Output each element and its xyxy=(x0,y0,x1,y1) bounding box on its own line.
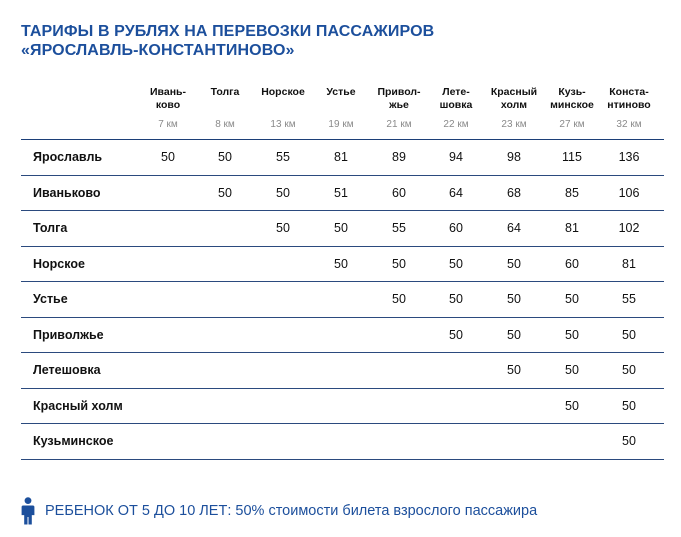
column-name: Конста- нтиново xyxy=(607,86,651,111)
table-body xyxy=(21,140,664,460)
fare-cell: 50 xyxy=(507,256,521,271)
table-row xyxy=(21,389,664,425)
title-line-2: «ЯРОСЛАВЛЬ-КОНСТАНТИНОВО» xyxy=(21,42,295,59)
column-name: Ивань- ково xyxy=(150,86,186,111)
fare-cell: 50 xyxy=(565,398,579,413)
column-header xyxy=(368,86,430,132)
table-row xyxy=(21,176,664,212)
table-row xyxy=(21,353,664,389)
column-name: Кузь- минское xyxy=(550,86,594,111)
fare-cell: 50 xyxy=(449,327,463,342)
column-distance: 13 км xyxy=(270,119,296,130)
row-station-name: Иваньково xyxy=(33,185,101,200)
table-row xyxy=(21,318,664,354)
fare-cell: 115 xyxy=(562,150,582,164)
column-header xyxy=(483,86,545,132)
column-name: Устье xyxy=(326,86,356,98)
fare-cell: 50 xyxy=(392,256,406,271)
fare-cell: 50 xyxy=(449,256,463,271)
column-name: Норское xyxy=(261,86,305,98)
fare-cell: 50 xyxy=(565,292,579,306)
fare-cell: 94 xyxy=(449,150,463,164)
table-header xyxy=(21,82,664,140)
row-station-name: Ярославль xyxy=(33,150,103,164)
table-row xyxy=(21,211,664,247)
fare-cell: 102 xyxy=(618,221,640,235)
row-station-name: Устье xyxy=(33,292,68,306)
fare-cell: 50 xyxy=(565,327,579,342)
note-text: РЕБЕНОК ОТ 5 ДО 10 ЛЕТ: 50% стоимости билета взрослого пассажира xyxy=(45,503,538,519)
fare-cell: 50 xyxy=(565,363,579,377)
fare-cell: 50 xyxy=(622,327,636,342)
fare-cell: 55 xyxy=(622,292,636,306)
fare-cell: 55 xyxy=(276,150,290,164)
row-station-name: Толга xyxy=(33,221,68,235)
column-distance: 7 км xyxy=(158,119,178,130)
column-distance: 8 км xyxy=(215,119,235,130)
column-name: Толга xyxy=(210,86,240,98)
fare-cell: 50 xyxy=(161,150,175,164)
fare-cell: 50 xyxy=(392,292,406,306)
table-row xyxy=(21,247,664,283)
fare-cell: 50 xyxy=(507,327,521,342)
column-distance: 21 км xyxy=(386,119,412,130)
column-name: Привол- жье xyxy=(377,86,421,111)
column-distance: 27 км xyxy=(559,119,585,130)
page-title xyxy=(21,22,661,60)
fare-table xyxy=(21,82,664,460)
column-distance: 23 км xyxy=(501,119,527,130)
row-station-name: Летешовка xyxy=(33,363,101,377)
fare-cell: 50 xyxy=(507,363,521,377)
fare-cell: 50 xyxy=(622,434,636,448)
fare-cell: 55 xyxy=(392,221,406,235)
fare-cell: 60 xyxy=(392,185,406,200)
column-name: Красный холм xyxy=(490,86,538,111)
row-station-name: Норское xyxy=(33,256,85,271)
column-header xyxy=(310,86,372,132)
fare-cell: 50 xyxy=(449,292,463,306)
fare-cell: 50 xyxy=(622,398,636,413)
column-header xyxy=(598,86,660,132)
fare-cell: 50 xyxy=(218,150,232,164)
fare-cell: 60 xyxy=(565,256,579,271)
fare-cell: 50 xyxy=(276,221,290,235)
column-header xyxy=(541,86,603,132)
table-row xyxy=(21,140,664,176)
row-station-name: Приволжье xyxy=(33,327,104,342)
fare-cell: 50 xyxy=(507,292,521,306)
row-station-name: Красный холм xyxy=(33,398,123,413)
child-fare-note xyxy=(21,496,537,526)
column-name: Лете- шовка xyxy=(439,86,473,111)
fare-cell: 81 xyxy=(565,221,579,235)
fare-cell: 85 xyxy=(565,185,579,200)
fare-cell: 60 xyxy=(449,221,463,235)
column-header xyxy=(137,86,199,132)
column-header xyxy=(194,86,256,132)
column-distance: 22 км xyxy=(443,119,469,130)
fare-cell: 89 xyxy=(392,150,406,164)
fare-cell: 50 xyxy=(276,185,290,200)
fare-cell: 106 xyxy=(618,185,640,200)
person-icon xyxy=(21,497,35,525)
fare-cell: 136 xyxy=(618,150,640,164)
fare-cell: 64 xyxy=(449,185,463,200)
fare-cell: 50 xyxy=(218,185,232,200)
fare-cell: 51 xyxy=(334,185,348,200)
fare-cell: 81 xyxy=(622,256,636,271)
title-line-1: ТАРИФЫ В РУБЛЯХ НА ПЕРЕВОЗКИ ПАССАЖИРОВ xyxy=(21,23,435,40)
fare-cell: 64 xyxy=(507,221,521,235)
table-row xyxy=(21,424,664,460)
column-distance: 19 км xyxy=(328,119,354,130)
column-header xyxy=(425,86,487,132)
fare-cell: 50 xyxy=(334,221,348,235)
fare-cell: 68 xyxy=(507,185,521,200)
fare-cell: 98 xyxy=(507,150,521,164)
fare-cell: 81 xyxy=(334,150,348,164)
row-station-name: Кузьминское xyxy=(33,434,114,448)
column-distance: 32 км xyxy=(616,119,642,130)
column-header xyxy=(252,86,314,132)
fare-cell: 50 xyxy=(622,363,636,377)
fare-cell: 50 xyxy=(334,256,348,271)
table-row xyxy=(21,282,664,318)
